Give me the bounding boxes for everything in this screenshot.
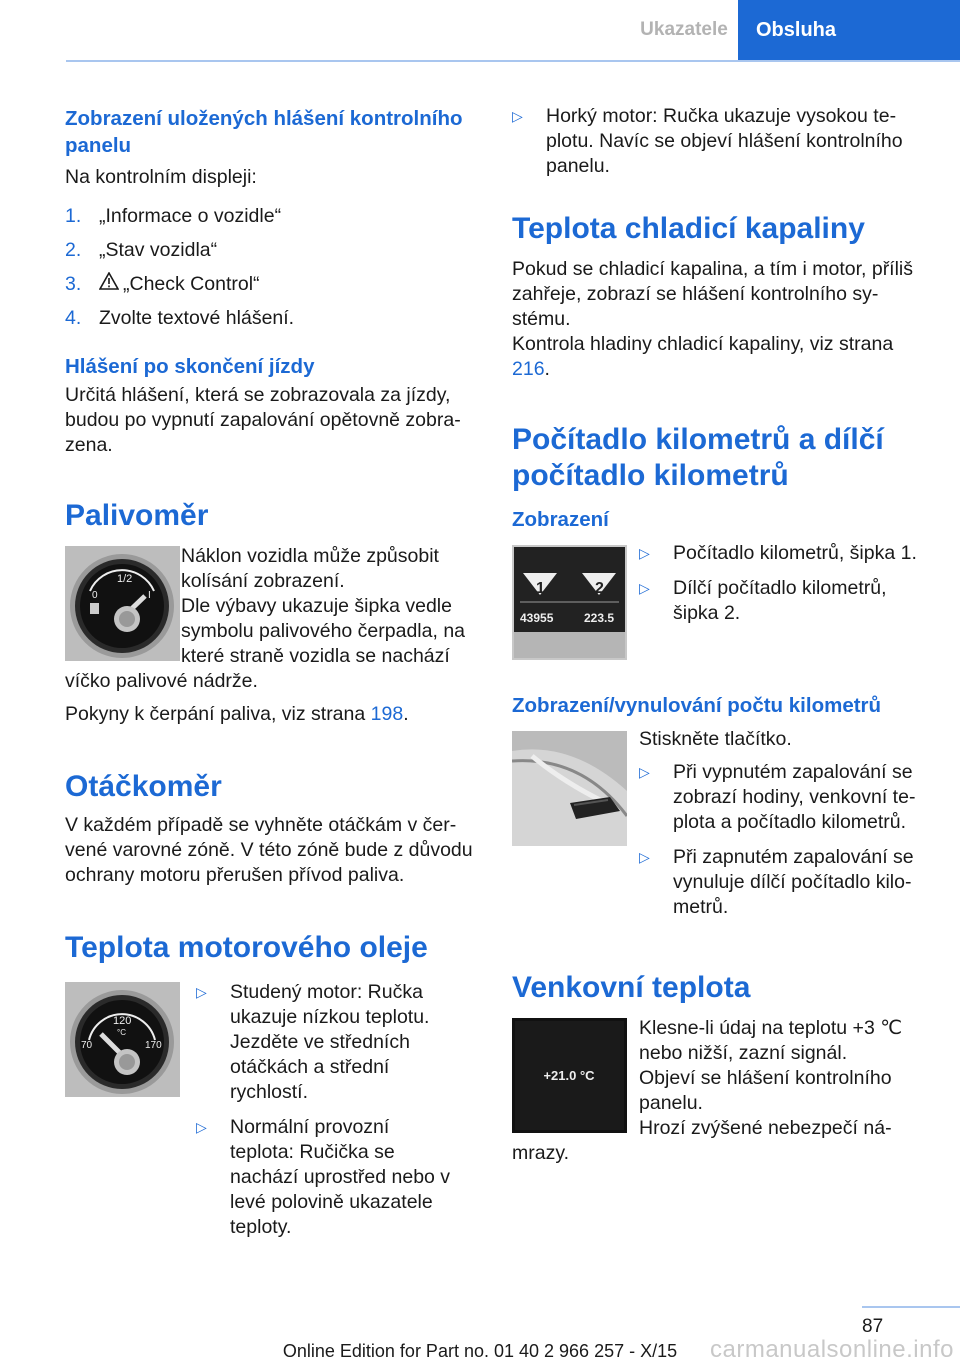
list-item: 1. „Informace o vozidle“ (65, 205, 282, 227)
fuel-p3: Pokyny k čerpání paliva, viz strana 198. (65, 703, 409, 725)
bullet-triangle-icon: ▷ (639, 580, 650, 596)
section-title-fuel-gauge: Palivoměr (65, 499, 209, 532)
fuel-p1: Náklon vozidla může způsobit kolísání zobrazení. (181, 545, 439, 592)
edition-note: Online Edition for Part no. 01 40 2 966 257 - X/15 (282, 1341, 678, 1361)
list-item: ▷ Počítadlo kilometrů, šipka 1. (639, 542, 917, 564)
warning-triangle-icon (99, 272, 119, 297)
odometer-display-image (512, 545, 627, 660)
page-number: 87 (862, 1316, 884, 1337)
right-column (512, 104, 922, 1166)
footer-divider (862, 1306, 960, 1308)
list-item: ▷ Studený motor: Ručka ukazuje nízkou teplotu. Jezděte ve středních otáčkách a střední rychlostí. (196, 981, 430, 1103)
header-divider (66, 60, 960, 62)
watermark: carmanualsonline.info (710, 1336, 954, 1363)
section-title-tachometer: Otáčkoměr (65, 770, 222, 803)
tab-obsluha[interactable]: Obsluha (738, 0, 960, 60)
list-item: ▷ Normální provozní teplota: Ručička se nachází uprostřed nebo v levé polovině ukazatele teploty. (196, 1116, 451, 1238)
reset-list (639, 760, 922, 920)
section-title-odometer: Počítadlo kilometrů a dílčí počítadlo kilometrů (512, 423, 884, 492)
subsection-title-reset: Zobrazení/vynulování počtu kilometrů (512, 694, 882, 717)
section-title-stored-messages: Zobrazení uložených hlášení kontrolního panelu (65, 107, 463, 157)
oil-170-label: 170 (145, 1040, 162, 1051)
outside-temp-p3: Hrozí zvýšené nebezpečí námrazy. (512, 1117, 892, 1164)
odo-arrow-1-label: 1 (536, 580, 545, 597)
tachometer-text: V každém případě se vyhněte otáčkám v červené varovné zóně. V této zóně bude z důvodu ochrany motoru přerušen přívod paliva. (65, 814, 473, 886)
list-item: 4. Zvolte textové hlášení. (65, 307, 295, 329)
odo-total: 43955 (520, 611, 554, 625)
outside-temp-display-image (512, 1018, 627, 1133)
section-title-oil-temp: Teplota motorového oleje (65, 931, 428, 964)
bullet-triangle-icon: ▷ (639, 849, 650, 865)
oil-70-label: 70 (81, 1040, 93, 1051)
bullet-triangle-icon: ▷ (196, 1119, 207, 1135)
bullet-triangle-icon: ▷ (512, 108, 523, 124)
fuel-p2: Dle výbavy ukazuje šipka vedle symbolu palivového čerpadla, na které straně vozidla se nachází víčko palivové nádrže. (65, 595, 466, 692)
list-item: 2. „Stav vozidla“ (65, 239, 218, 261)
steps-list (65, 204, 480, 331)
fuel-zero-label: 0 (92, 590, 98, 601)
bullet-triangle-icon: ▷ (196, 984, 207, 1000)
list-item: ▷ Dílčí počítadlo kilometrů, šipka 2. (639, 577, 887, 624)
section-title-coolant: Teplota chladicí kapaliny (512, 212, 865, 245)
outside-temp-p1: Klesne-li údaj na teplotu +3 ℃ nebo nižší, zazní signál. (639, 1017, 903, 1064)
stored-messages-intro: Na kontrolním displeji: (65, 166, 257, 188)
reset-button-image (512, 731, 627, 846)
odo-trip: 223.5 (584, 611, 615, 625)
hot-engine-list (512, 104, 922, 179)
odo-arrow-2-label: 2 (595, 580, 604, 597)
list-item: ▷ Při vypnutém zapalování se zobrazí hodiny, venkovní teplota a počítadlo kilometrů. (639, 761, 916, 833)
fuel-half-label: 1/2 (117, 573, 133, 585)
tab-ukazatele[interactable]: Ukazatele (634, 0, 734, 60)
page-link-216[interactable]: 216 (512, 358, 545, 380)
bullet-triangle-icon: ▷ (639, 545, 650, 561)
bullet-triangle-icon: ▷ (639, 764, 650, 780)
fuel-full-label: I (148, 590, 151, 601)
oil-temp-list (196, 980, 456, 1250)
outside-temp-p2: Objeví se hlášení kontrolního panelu. (639, 1067, 892, 1114)
oil-120-label: 120 (113, 1015, 132, 1027)
page-link-198[interactable]: 198 (370, 703, 404, 725)
chapter-tabs (634, 0, 960, 62)
list-item: ▷ Při zapnutém zapalování se vynuluje dílčí počítadlo kilometrů. (639, 846, 914, 918)
coolant-p2: Kontrola hladiny chladicí kapaliny, viz strana 216. (512, 333, 894, 380)
section-title-after-drive: Hlášení po skončení jízdy (65, 355, 315, 378)
reset-intro: Stiskněte tlačítko. (639, 728, 792, 750)
oil-temp-gauge-image (65, 982, 180, 1097)
oil-unit-label: °C (117, 1028, 126, 1037)
coolant-p1: Pokud se chladicí kapalina, a tím i motor, příliš zahřeje, zobrazí se hlášení kontrolního systému. (512, 258, 914, 330)
list-item: ▷ Horký motor: Ručka ukazuje vysokou teplotu. Navíc se objeví hlášení kontrolního panelu. (512, 105, 903, 177)
subsection-title-display: Zobrazení (512, 508, 609, 531)
after-drive-text: Určitá hlášení, která se zobrazovala za jízdy, budou po vypnutí zapalování opětovně zobrazena. (65, 384, 461, 456)
temp-readout: +21.0 °C (543, 1068, 595, 1083)
fuel-gauge-image (65, 546, 180, 661)
left-column (65, 100, 480, 1250)
list-item: 3. „Check Control“ (65, 273, 260, 295)
section-title-outside-temp: Venkovní teplota (512, 971, 751, 1004)
odometer-list (639, 541, 922, 660)
